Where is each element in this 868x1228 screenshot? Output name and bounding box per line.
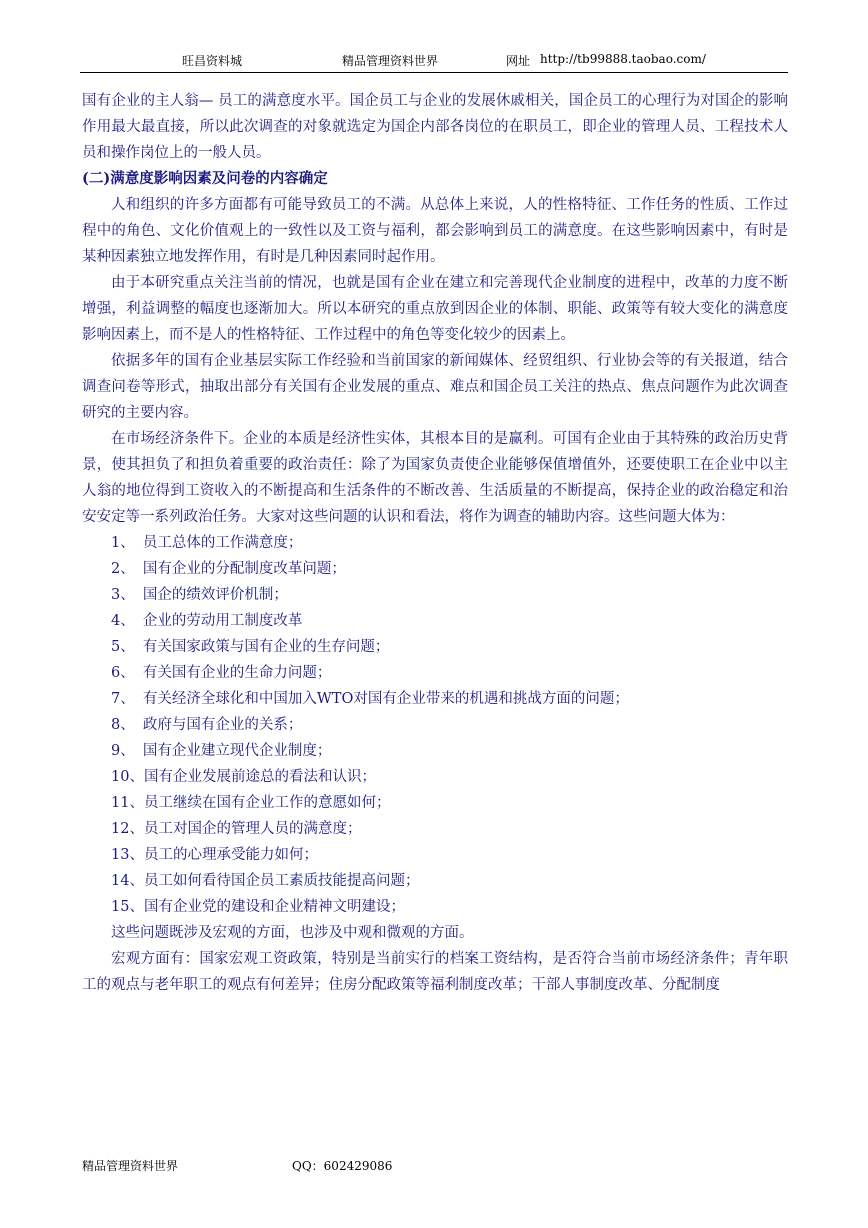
paragraph-macro: 宏观方面有：国家宏观工资政策，特别是当前实行的档案工资结构，是否符合当前市场经济条件；青年职工的观点与老年职工的观点有何差异；住房分配政策等福利制度改革；干部人事制度改革、分配制度	[82, 951, 788, 993]
header-url-link[interactable]: http://tb99888.taobao.com/	[540, 52, 706, 66]
list-item	[111, 608, 788, 634]
paragraph-factors: 人和组织的许多方面都有可能导致员工的不满。从总体上来说，人的性格特征、工作任务的性质、工作过程中的角色、文化价值观上的一致性以及工资与福利，都会影响到员工的满意度。在这些影响因素中，有时是某种因素独立地发挥作用，有时是几种因素同时起作用。	[82, 197, 788, 265]
list-item	[111, 894, 788, 920]
paragraph-intro: 国有企业的主人翁— 员工的满意度水平。国企员工与企业的发展休戚相关，国企员工的心理行为对国企的影响作用最大最直接，所以此次调查的对象就选定为国企内部各岗位的在职员工，即企业的管理人员、工程技术人员和操作岗位上的一般人员。	[82, 93, 788, 161]
list-item-number: 3、	[111, 587, 135, 603]
list-item-number: 4、	[111, 613, 135, 629]
list-item-text: 员工如何看待国企员工素质技能提高问题；	[143, 873, 420, 889]
list-item-number: 8、	[111, 717, 135, 733]
paragraph-market: 在市场经济条件下。企业的本质是经济性实体，其根本目的是赢利。可国有企业由于其特殊的政治历史背景，使其担负了和担负着重要的政治责任：除了为国家负责使企业能够保值增值外，还要使职工在企业中以主人翁的地位得到工资收入的不断提高和生活条件的不断改善、生活质量的不断提高，保持企业的政治稳定和治安安定等一系列政治任务。大家对这些问题的认识和看法，将作为调查的辅助内容。这些问题大体为：	[82, 431, 788, 525]
footer-qq: QQ：602429086	[292, 1159, 393, 1173]
list-item-number: 12、	[111, 821, 144, 837]
list-item	[111, 660, 788, 686]
paragraph-focus: 由于本研究重点关注当前的情况，也就是国有企业在建立和完善现代企业制度的进程中，改革的力度不断增强，利益调整的幅度也逐渐加大。所以本研究的重点放到因企业的体制、职能、政策等有较大变化的满意度影响因素上，而不是人的性格特征、工作过程中的角色等变化较少的因素上。	[82, 275, 788, 343]
list-item	[111, 738, 788, 764]
header-world-name: 精品管理资料世界	[342, 54, 439, 68]
section-heading: (二)满意度影响因素及问卷的内容确定	[82, 170, 328, 187]
list-item-text: 有关经济全球化和中国加入WTO对国有企业带来的机遇和挑战方面的问题；	[142, 691, 629, 707]
list-item-number: 10、	[111, 769, 144, 785]
header-site-label: 网址	[506, 54, 531, 68]
list-item-number: 11、	[111, 795, 144, 811]
list-item-number: 1、	[111, 535, 135, 551]
paragraph-basis: 依据多年的国有企业基层实际工作经验和当前国家的新闻媒体、经贸组织、行业协会等的有关报道，结合调查问卷等形式，抽取出部分有关国有企业发展的重点、难点和国企员工关注的热点、焦点问题作为此次调查研究的主要内容。	[82, 353, 788, 421]
list-item-number: 7、	[111, 691, 135, 707]
footer-world-name: 精品管理资料世界	[82, 1159, 179, 1173]
list-item	[111, 634, 788, 660]
list-item-number: 13、	[111, 847, 144, 863]
list-item-number: 5、	[111, 639, 135, 655]
list-item-text: 员工对国企的管理人员的满意度；	[143, 821, 362, 837]
issue-list	[82, 530, 788, 920]
list-item	[111, 868, 788, 894]
paragraph-scope: 这些问题既涉及宏观的方面，也涉及中观和微观的方面。	[111, 925, 474, 941]
list-item-number: 14、	[111, 873, 144, 889]
list-item	[111, 582, 788, 608]
list-item-text: 政府与国有企业的关系；	[142, 717, 303, 733]
list-item-text: 有关国有企业的生命力问题；	[142, 665, 332, 681]
list-item-text: 员工的心理承受能力如何；	[143, 847, 318, 863]
list-item	[111, 842, 788, 868]
header-rule	[80, 72, 788, 73]
list-item-text: 国有企业党的建设和企业精神文明建设；	[143, 899, 405, 915]
list-item-text: 员工继续在国有企业工作的意愿如何；	[143, 795, 391, 811]
list-item-text: 有关国家政策与国有企业的生存问题；	[142, 639, 390, 655]
list-item-number: 2、	[111, 561, 135, 577]
list-item-text: 国有企业的分配制度改革问题；	[142, 561, 346, 577]
list-item	[111, 764, 788, 790]
page-header	[80, 52, 788, 72]
list-item-text: 企业的劳动用工制度改革	[142, 613, 303, 629]
list-item-text: 国有企业发展前途总的看法和认识；	[143, 769, 376, 785]
list-item-number: 6、	[111, 665, 135, 681]
header-shop-name: 旺昌资料城	[182, 54, 243, 68]
list-item	[111, 712, 788, 738]
list-item-number: 9、	[111, 743, 135, 759]
list-item-text: 国企的绩效评价机制；	[142, 587, 288, 603]
list-item	[111, 556, 788, 582]
document-body	[82, 88, 788, 998]
list-item	[111, 790, 788, 816]
list-item	[111, 530, 788, 556]
list-item	[111, 686, 788, 712]
list-item	[111, 816, 788, 842]
list-item-number: 15、	[111, 899, 144, 915]
list-item-text: 国有企业建立现代企业制度；	[142, 743, 332, 759]
list-item-text: 员工总体的工作满意度；	[142, 535, 303, 551]
